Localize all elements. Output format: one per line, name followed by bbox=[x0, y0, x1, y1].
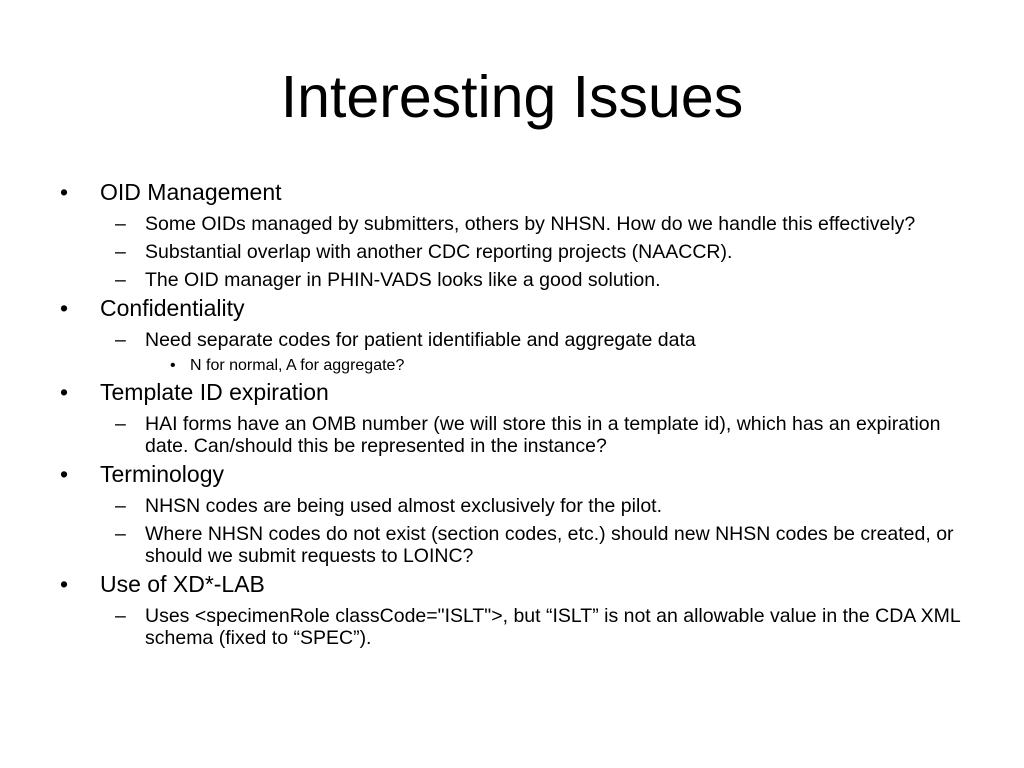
sub-bullet bbox=[0, 495, 1024, 517]
dash-marker: – bbox=[115, 413, 126, 435]
bullet-marker: • bbox=[170, 357, 176, 374]
sub-sub-bullet bbox=[0, 356, 1024, 375]
sub-bullet bbox=[0, 269, 1024, 291]
dash-marker: – bbox=[115, 329, 126, 351]
sub-bullet bbox=[0, 241, 1024, 263]
bullet-heading: Use of XD*-LAB bbox=[100, 571, 265, 597]
sub-bullet bbox=[0, 523, 1024, 567]
bullet-confidentiality bbox=[0, 294, 1024, 323]
sub-bullet-text: Substantial overlap with another CDC reporting projects (NAACCR). bbox=[145, 241, 733, 263]
bullet-heading: Terminology bbox=[100, 461, 224, 487]
bullet-list bbox=[0, 178, 1024, 649]
bullet-marker: • bbox=[60, 571, 69, 597]
bullet-marker: • bbox=[60, 461, 69, 487]
sub-bullet bbox=[0, 329, 1024, 351]
bullet-marker: • bbox=[60, 379, 69, 405]
slide-title: Interesting Issues bbox=[280, 64, 744, 130]
sub-bullet-text: Need separate codes for patient identifiable and aggregate data bbox=[145, 329, 696, 351]
bullet-heading: Confidentiality bbox=[100, 295, 245, 321]
sub-bullet-text: NHSN codes are being used almost exclusively for the pilot. bbox=[145, 495, 662, 517]
sub-bullet-text: Uses <specimenRole classCode="ISLT">, but “ISLT” is not an allowable value in the CDA XML schema (fixed to “SPEC”). bbox=[145, 605, 961, 649]
bullet-heading: Template ID expiration bbox=[100, 379, 329, 405]
bullet-template-id-expiration bbox=[0, 378, 1024, 407]
sub-sub-bullet-text: N for normal, A for aggregate? bbox=[190, 357, 405, 374]
dash-marker: – bbox=[115, 495, 126, 517]
sub-bullet bbox=[0, 605, 1024, 649]
sub-bullet bbox=[0, 413, 1024, 457]
sub-bullet bbox=[0, 213, 1024, 235]
bullet-marker: • bbox=[60, 179, 69, 205]
dash-marker: – bbox=[115, 241, 126, 263]
dash-marker: – bbox=[115, 523, 126, 545]
bullet-oid-management bbox=[0, 178, 1024, 207]
sub-bullet-text: Some OIDs managed by submitters, others by NHSN. How do we handle this effectively? bbox=[145, 213, 916, 235]
bullet-use-of-xd-lab bbox=[0, 570, 1024, 599]
dash-marker: – bbox=[115, 605, 126, 627]
sub-bullet-text: Where NHSN codes do not exist (section codes, etc.) should new NHSN codes be created, or should we submit requests to LOINC? bbox=[145, 523, 954, 567]
bullet-heading: OID Management bbox=[100, 179, 282, 205]
dash-marker: – bbox=[115, 213, 126, 235]
bullet-terminology bbox=[0, 460, 1024, 489]
bullet-marker: • bbox=[60, 295, 69, 321]
sub-bullet-text: The OID manager in PHIN-VADS looks like a good solution. bbox=[145, 269, 661, 291]
slide-content bbox=[0, 178, 1024, 649]
dash-marker: – bbox=[115, 269, 126, 291]
sub-bullet-text: HAI forms have an OMB number (we will store this in a template id), which has an expiration date. Can/should this be represented in the instance? bbox=[145, 413, 941, 457]
